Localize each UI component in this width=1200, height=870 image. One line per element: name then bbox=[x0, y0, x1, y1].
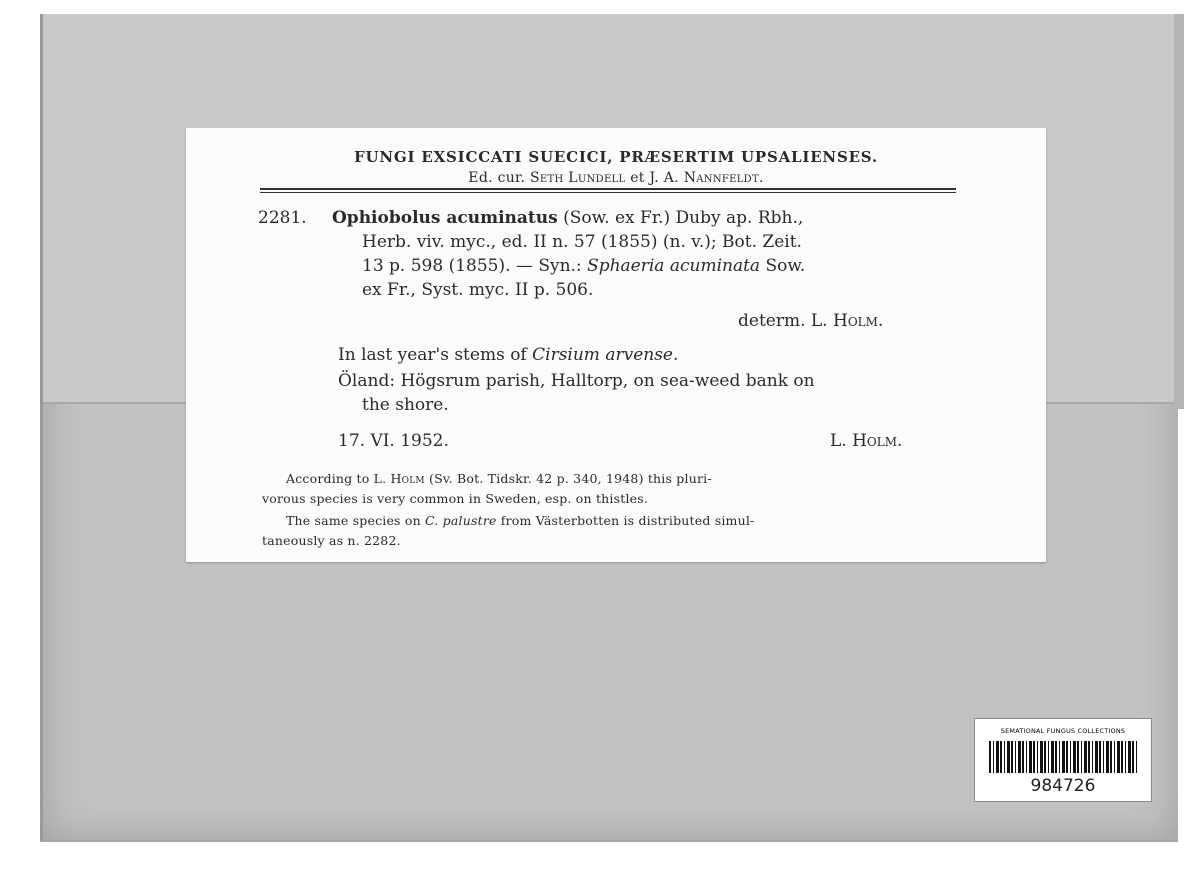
citation-line-4: ex Fr., Syst. myc. II p. 506. bbox=[362, 280, 594, 300]
barcode-label bbox=[974, 718, 1152, 802]
determ-name: Holm. bbox=[833, 311, 884, 331]
barcode-institution: SEMATIONAL FUNGUS COLLECTIONS bbox=[1000, 727, 1126, 735]
locality-line-1: Öland: Högsrum parish, Halltorp, on sea-weed bank on bbox=[338, 371, 815, 391]
collector-prefix: L. bbox=[830, 431, 847, 451]
synonym-author: Sow. bbox=[765, 256, 806, 276]
citation-pre: 13 p. 598 (1855). — Syn.: bbox=[362, 256, 582, 276]
note-post: (Sv. Bot. Tidskr. 42 p. 340, 1948) this pluri- bbox=[429, 471, 712, 486]
taxon-name: Ophiobolus acuminatus bbox=[332, 208, 558, 228]
note-line-4: taneously as n. 2282. bbox=[262, 533, 401, 548]
collection-date: 17. VI. 1952. bbox=[338, 431, 449, 451]
determ-prefix: determ. L. bbox=[738, 311, 828, 331]
exsiccata-number: 2281. bbox=[258, 208, 307, 228]
citation-line-3 bbox=[362, 256, 805, 276]
editors-mid: et J. A. bbox=[630, 170, 679, 186]
note3-host: C. palustre bbox=[425, 513, 497, 528]
header-rule-thin bbox=[260, 192, 956, 193]
host-name: Cirsium arvense. bbox=[532, 345, 679, 365]
header-rule bbox=[260, 188, 956, 190]
label-editors bbox=[186, 170, 1046, 186]
note3-post: from Västerbotten is distributed simul- bbox=[500, 513, 755, 528]
barcode-number: 984726 bbox=[1030, 776, 1096, 796]
note-line-2: vorous species is very common in Sweden, esp. on thistles. bbox=[262, 491, 649, 506]
envelope-edge bbox=[1174, 14, 1184, 409]
collector-name: Holm. bbox=[852, 431, 903, 451]
note3-pre: The same species on bbox=[286, 513, 421, 528]
note-line-3 bbox=[286, 513, 754, 528]
habitat-line-1 bbox=[338, 345, 678, 365]
locality-line-2: the shore. bbox=[362, 395, 449, 415]
citation-line-2: Herb. viv. myc., ed. II n. 57 (1855) (n. v.); Bot. Zeit. bbox=[362, 232, 802, 252]
label-title: FUNGI EXSICCATI SUECICI, PRÆSERTIM UPSALIENSES. bbox=[354, 148, 878, 166]
note-pre: According to L. bbox=[286, 471, 387, 486]
editor-lundell: Seth Lundell bbox=[530, 170, 626, 186]
habitat-pre: In last year's stems of bbox=[338, 345, 527, 365]
editor-nannfeldt: Nannfeldt. bbox=[683, 170, 764, 186]
specimen-label bbox=[186, 128, 1046, 562]
synonym-name: Sphaeria acuminata bbox=[587, 256, 761, 276]
note-author: Holm bbox=[390, 471, 425, 486]
taxon-line-1 bbox=[332, 208, 803, 228]
note-line-1 bbox=[286, 471, 712, 486]
barcode-icon bbox=[989, 741, 1137, 773]
collector bbox=[830, 431, 902, 451]
determiner bbox=[738, 311, 883, 331]
editors-prefix: Ed. cur. bbox=[468, 170, 526, 186]
taxon-authority: (Sow. ex Fr.) Duby ap. Rbh., bbox=[563, 208, 804, 228]
